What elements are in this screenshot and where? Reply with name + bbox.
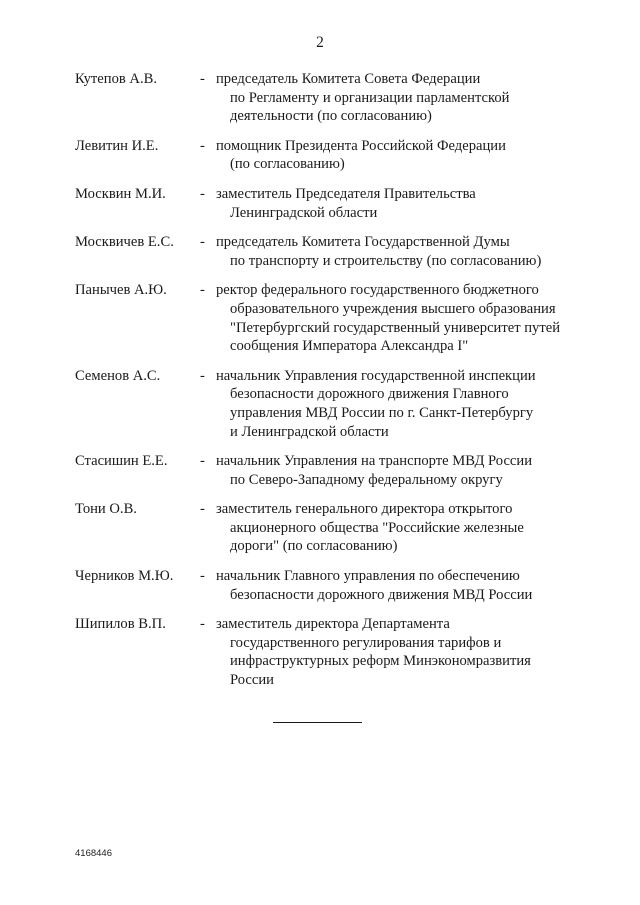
position-line: сообщения Императора Александра I" [230, 338, 469, 355]
member-name: Тони О.В. [75, 501, 137, 518]
member-position [216, 137, 595, 174]
member-dash: - [200, 616, 205, 633]
position-line: акционерного общества "Российские железные [230, 519, 524, 536]
position-line: по Северо-Западному федеральному округу [230, 471, 503, 488]
member-position [216, 367, 595, 441]
member-position [216, 233, 595, 270]
member-dash: - [200, 71, 205, 87]
position-line: (по согласованию) [230, 156, 345, 173]
member-entry [75, 452, 595, 489]
member-entry [75, 567, 595, 604]
member-name: Стасишин Е.Е. [75, 453, 168, 470]
page-number: 2 [316, 34, 324, 51]
member-name: Шипилов В.П. [75, 616, 166, 633]
position-line: безопасности дорожного движения Главного [230, 386, 509, 403]
member-name: Москвичев Е.С. [75, 234, 174, 251]
member-name: Панычев А.Ю. [75, 282, 167, 299]
member-dash: - [200, 185, 205, 202]
position-line: Ленинградской области [230, 204, 378, 221]
position-line: заместитель директора Департамента [216, 616, 450, 633]
position-line: начальник Главного управления по обеспечению [216, 568, 520, 585]
position-line: заместитель Председателя Правительства [216, 185, 476, 202]
position-line: начальник Управления на транспорте МВД России [216, 453, 533, 470]
member-entry [75, 615, 595, 689]
member-name: Черников М.Ю. [75, 568, 174, 585]
member-entry [75, 233, 595, 270]
member-name: Кутепов А.В. [75, 71, 158, 87]
position-line: инфраструктурных реформ Минэкономразвития [230, 653, 531, 670]
member-list [75, 70, 595, 701]
member-position [216, 185, 595, 222]
position-line: председатель Комитета Государственной Думы [216, 234, 510, 251]
member-position [216, 452, 595, 489]
member-dash: - [200, 501, 205, 518]
position-line: образовательного учреждения высшего образования [230, 300, 556, 317]
position-line: управления МВД России по г. Санкт-Петербургу [230, 404, 534, 421]
member-dash: - [200, 453, 205, 470]
position-line: помощник Президента Российской Федерации [216, 137, 506, 154]
position-line: по транспорту и строительству (по согласованию) [230, 252, 542, 269]
position-line: деятельности (по согласованию) [230, 108, 432, 125]
position-line: по Регламенту и организации парламентской [230, 89, 510, 106]
member-name: Москвин М.И. [75, 185, 166, 202]
member-entry [75, 500, 595, 556]
member-entry [75, 281, 595, 355]
position-line: государственного регулирования тарифов и [230, 634, 502, 651]
member-dash: - [200, 137, 205, 154]
member-dash: - [200, 568, 205, 585]
end-separator-line [273, 722, 362, 723]
member-position [216, 70, 595, 126]
member-position [216, 615, 595, 689]
position-line: начальник Управления государственной инспекции [216, 367, 536, 384]
position-line: дороги" (по согласованию) [230, 538, 398, 555]
member-dash: - [200, 282, 205, 299]
position-line: России [230, 672, 274, 689]
member-dash: - [200, 367, 205, 384]
member-position [216, 567, 595, 604]
member-entry [75, 185, 595, 222]
member-name: Семенов А.С. [75, 367, 161, 384]
position-line: ректор федерального государственного бюджетного [216, 282, 539, 299]
position-line: заместитель генерального директора открытого [216, 501, 513, 518]
position-line: и Ленинградской области [230, 423, 389, 440]
member-entry [75, 70, 595, 126]
position-line: председатель Комитета Совета Федерации [216, 71, 481, 87]
member-position [216, 500, 595, 556]
member-name: Левитин И.Е. [75, 137, 159, 154]
position-line: "Петербургский государственный университет путей [230, 319, 561, 336]
member-entry [75, 137, 595, 174]
member-dash: - [200, 234, 205, 251]
member-entry [75, 367, 595, 441]
member-position [216, 281, 595, 355]
document-code: 4168446 [75, 848, 112, 859]
position-line: безопасности дорожного движения МВД России [230, 586, 533, 603]
